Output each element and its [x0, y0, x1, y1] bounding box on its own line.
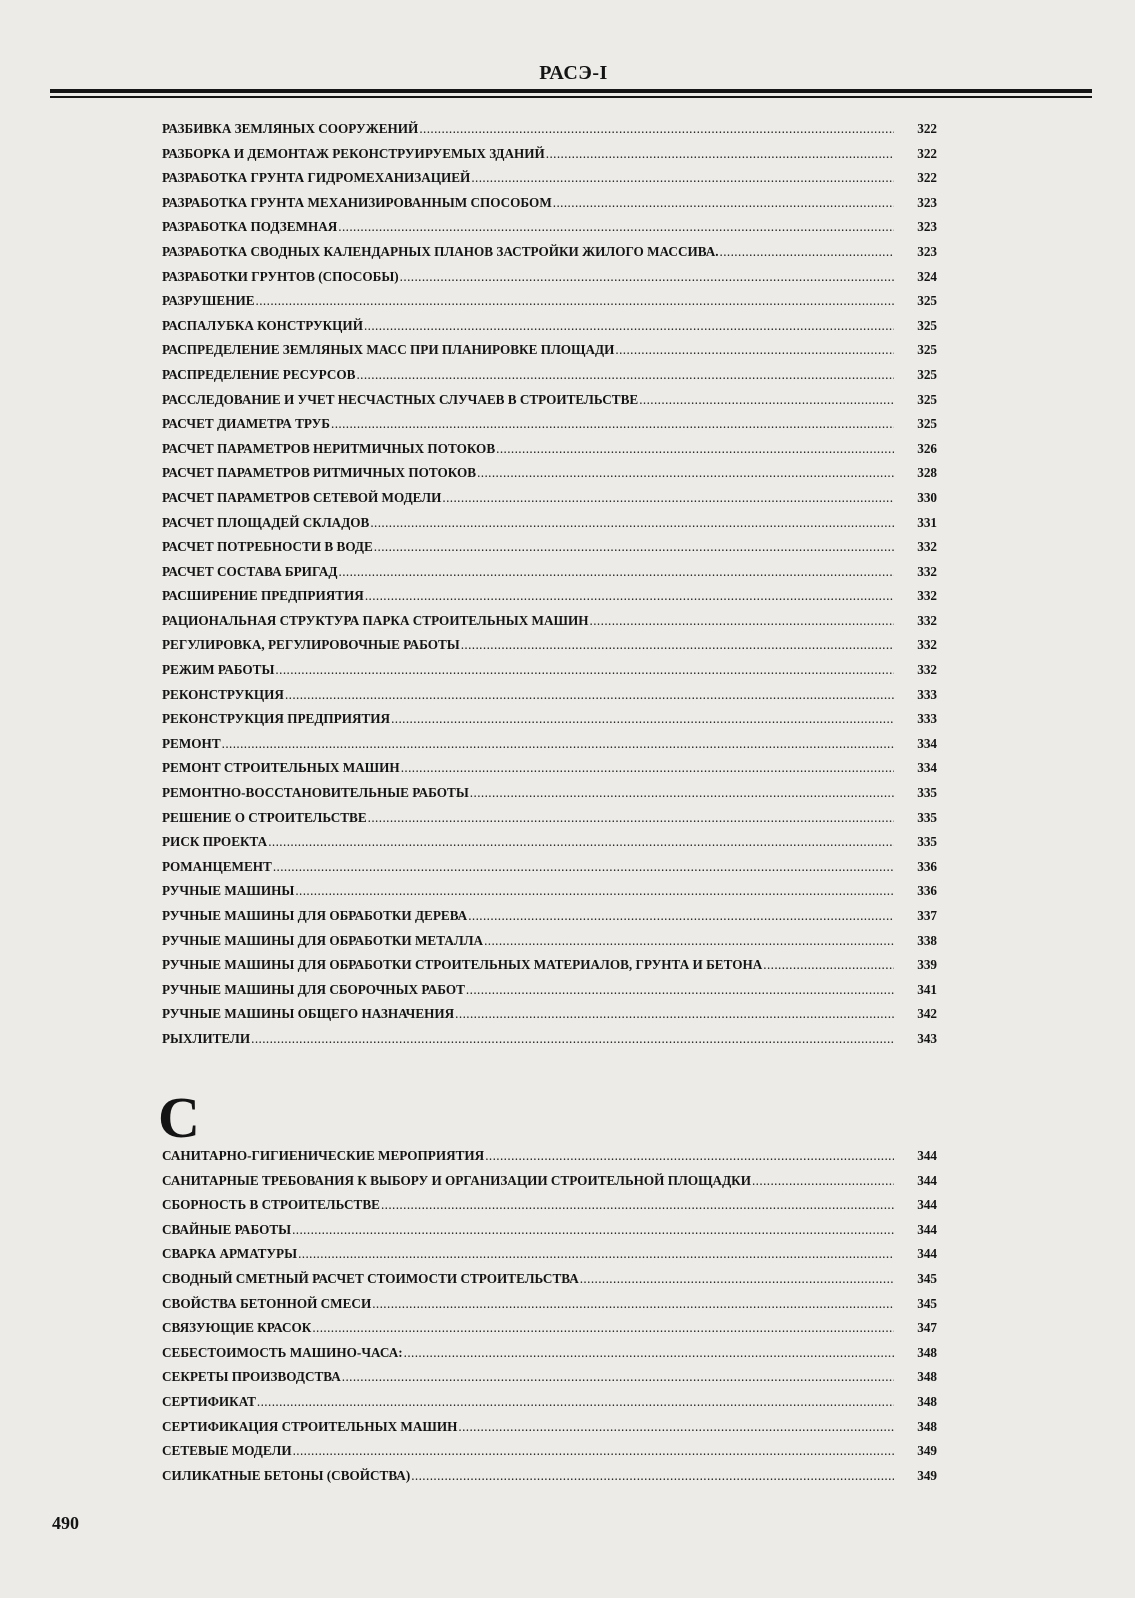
index-entry-term: СВАРКА АРМАТУРЫ — [162, 1246, 298, 1262]
index-entry — [162, 515, 937, 540]
index-entry-page: 323 — [917, 243, 937, 259]
index-entry — [162, 367, 937, 392]
index-entry-term: РАЗБОРКА И ДЕМОНТАЖ РЕКОНСТРУИРУЕМЫХ ЗДАНИЙ — [162, 145, 545, 161]
index-entry-page: 332 — [917, 612, 937, 628]
dot-leader — [292, 1222, 894, 1238]
index-entry-term: СВЯЗУЮЩИЕ КРАСОК — [162, 1320, 312, 1336]
dot-leader — [419, 121, 894, 137]
index-entry — [162, 1197, 937, 1222]
dot-leader — [458, 1419, 894, 1435]
index-entry-term: РАСПРЕДЕЛЕНИЕ РЕСУРСОВ — [162, 366, 356, 382]
index-entry-page: 328 — [917, 465, 937, 481]
index-entry-page: 333 — [917, 686, 937, 702]
index-entry — [162, 662, 937, 687]
dot-leader — [256, 293, 894, 309]
index-entry-page: 323 — [917, 219, 937, 235]
index-entry — [162, 1296, 937, 1321]
dot-leader — [466, 982, 894, 998]
index-entry-term: РАЗРАБОТКИ ГРУНТОВ (СПОСОБЫ) — [162, 268, 399, 284]
index-entry — [162, 342, 937, 367]
index-entry — [162, 195, 937, 220]
index-entry-page: 335 — [917, 809, 937, 825]
dot-leader — [477, 465, 894, 481]
index-section-s — [162, 1148, 937, 1492]
index-entry — [162, 859, 937, 884]
index-entry — [162, 1246, 937, 1271]
dot-leader — [461, 637, 894, 653]
index-entry — [162, 834, 937, 859]
index-entry-term: РЫХЛИТЕЛИ — [162, 1030, 251, 1046]
index-entry-page: 349 — [917, 1467, 937, 1483]
dot-leader — [455, 1006, 894, 1022]
index-entry — [162, 933, 937, 958]
dot-leader — [342, 1369, 894, 1385]
index-entry-page: 344 — [917, 1197, 937, 1213]
dot-leader — [368, 810, 894, 826]
index-entry-term: РАСШИРЕНИЕ ПРЕДПРИЯТИЯ — [162, 588, 364, 604]
index-entry-page: 344 — [917, 1221, 937, 1237]
dot-leader — [298, 1246, 894, 1262]
index-entry — [162, 810, 937, 835]
dot-leader — [381, 1197, 894, 1213]
index-entry-term: РУЧНЫЕ МАШИНЫ ОБЩЕГО НАЗНАЧЕНИЯ — [162, 1006, 455, 1022]
index-entry-page: 322 — [917, 145, 937, 161]
index-entry-term: РУЧНЫЕ МАШИНЫ ДЛЯ ОБРАБОТКИ МЕТАЛЛА — [162, 932, 484, 948]
index-entry-page: 334 — [917, 735, 937, 751]
index-entry-term: РАСЧЕТ СОСТАВА БРИГАД — [162, 563, 338, 579]
index-entry-page: 326 — [917, 440, 937, 456]
index-entry — [162, 1271, 937, 1296]
index-entry-page: 339 — [917, 957, 937, 973]
index-entry — [162, 293, 937, 318]
dot-leader — [763, 957, 894, 973]
dot-leader — [400, 269, 894, 285]
index-entry-term: РОМАНЦЕМЕНТ — [162, 858, 272, 874]
index-entry — [162, 687, 937, 712]
dot-leader — [720, 244, 894, 260]
index-entry — [162, 1031, 937, 1056]
index-entry-page: 325 — [917, 416, 937, 432]
dot-leader — [401, 760, 894, 776]
index-entry-page: 348 — [917, 1393, 937, 1409]
header-title: РАСЭ-I — [539, 62, 608, 84]
index-entry-term: РАЗРАБОТКА ГРУНТА МЕХАНИЗИРОВАННЫМ СПОСОБОМ — [162, 194, 552, 210]
index-entry-page: 348 — [917, 1344, 937, 1360]
index-entry — [162, 1320, 937, 1345]
dot-leader — [391, 711, 894, 727]
index-entry-term: РЕКОНСТРУКЦИЯ ПРЕДПРИЯТИЯ — [162, 711, 391, 727]
index-entry-term: РЕМОНТ — [162, 735, 221, 751]
index-entry-page: 335 — [917, 785, 937, 801]
index-entry-page: 325 — [917, 391, 937, 407]
dot-leader — [365, 588, 894, 604]
index-entry-term: РАСПАЛУБКА КОНСТРУКЦИЙ — [162, 317, 363, 333]
dot-leader — [442, 490, 894, 506]
index-entry — [162, 441, 937, 466]
index-entry-page: 345 — [917, 1270, 937, 1286]
dot-leader — [496, 441, 894, 457]
index-entry-term: РАЗРУШЕНИЕ — [162, 293, 255, 309]
index-entry-term: СВАЙНЫЕ РАБОТЫ — [162, 1221, 292, 1237]
dot-leader — [364, 318, 894, 334]
index-entry-page: 332 — [917, 637, 937, 653]
index-entry-term: РЕЖИМ РАБОТЫ — [162, 662, 275, 678]
index-entry-term: РАСЧЕТ ДИАМЕТРА ТРУБ — [162, 416, 330, 432]
index-entry-page: 337 — [917, 908, 937, 923]
index-entry — [162, 465, 937, 490]
index-entry-page: 323 — [917, 194, 937, 210]
index-entry-term: СЕБЕСТОИМОСТЬ МАШИНО-ЧАСА: — [162, 1344, 403, 1360]
index-entry-term: РЕМОНТ СТРОИТЕЛЬНЫХ МАШИН — [162, 760, 400, 776]
index-entry-term: СВОЙСТВА БЕТОННОЙ СМЕСИ — [162, 1295, 372, 1311]
dot-leader — [268, 834, 894, 850]
dot-leader — [372, 1296, 894, 1312]
index-entry-term: САНИТАРНЫЕ ТРЕБОВАНИЯ К ВЫБОРУ И ОРГАНИЗАЦИИ СТРОИТЕЛЬНОЙ ПЛОЩАДКИ — [162, 1172, 751, 1188]
dot-leader — [553, 195, 894, 211]
index-entry-page: 322 — [917, 121, 937, 136]
index-entry-term: РАСЧЕТ ПАРАМЕТРОВ СЕТЕВОЙ МОДЕЛИ — [162, 489, 442, 505]
index-entry-term: РАЦИОНАЛЬНАЯ СТРУКТУРА ПАРКА СТРОИТЕЛЬНЫХ МАШИН — [162, 612, 589, 628]
index-entry-term: СЕТЕВЫЕ МОДЕЛИ — [162, 1443, 292, 1459]
index-entry-term: СВОДНЫЙ СМЕТНЫЙ РАСЧЕТ СТОИМОСТИ СТРОИТЕЛЬСТВА — [162, 1270, 579, 1286]
dot-leader — [370, 515, 894, 531]
dot-leader — [471, 170, 894, 186]
index-entry-page: 335 — [917, 834, 937, 850]
index-entry-term: СЕКРЕТЫ ПРОИЗВОДСТВА — [162, 1369, 341, 1385]
index-entry-term: РАСЧЕТ ПАРАМЕТРОВ РИТМИЧНЫХ ПОТОКОВ — [162, 465, 477, 481]
index-entry-term: РУЧНЫЕ МАШИНЫ ДЛЯ ОБРАБОТКИ СТРОИТЕЛЬНЫХ МАТЕРИАЛОВ, ГРУНТА И БЕТОНА — [162, 957, 763, 973]
index-entry — [162, 244, 937, 269]
index-entry-term: СБОРНОСТЬ В СТРОИТЕЛЬСТВЕ — [162, 1197, 380, 1213]
index-entry-term: РАЗРАБОТКА ПОДЗЕМНАЯ — [162, 219, 338, 235]
index-entry-term: СЕРТИФИКАЦИЯ СТРОИТЕЛЬНЫХ МАШИН — [162, 1418, 458, 1434]
dot-leader — [285, 687, 894, 703]
index-entry-page: 341 — [917, 981, 937, 997]
index-entry-term: РУЧНЫЕ МАШИНЫ — [162, 883, 295, 899]
index-entry-page: 344 — [917, 1148, 937, 1163]
index-entry — [162, 908, 937, 933]
dot-leader — [468, 908, 894, 924]
dot-leader — [338, 219, 894, 235]
dot-leader — [257, 1394, 894, 1410]
index-entry — [162, 711, 937, 736]
index-entry — [162, 219, 937, 244]
index-entry — [162, 1369, 937, 1394]
index-entry — [162, 318, 937, 343]
index-entry — [162, 564, 937, 589]
index-entry — [162, 613, 937, 638]
index-entry — [162, 539, 937, 564]
index-entry-page: 348 — [917, 1369, 937, 1385]
index-entry-page: 344 — [917, 1172, 937, 1188]
index-entry-term: РЕГУЛИРОВКА, РЕГУЛИРОВОЧНЫЕ РАБОТЫ — [162, 637, 460, 653]
index-entry — [162, 957, 937, 982]
index-entry-page: 325 — [917, 342, 937, 358]
section-letter-heading: С — [158, 1085, 200, 1150]
index-entry-term: РАСЧЕТ ПАРАМЕТРОВ НЕРИТМИЧНЫХ ПОТОКОВ — [162, 440, 496, 456]
index-entry — [162, 1394, 937, 1419]
index-entry-page: 347 — [917, 1320, 937, 1336]
index-entry-page: 345 — [917, 1295, 937, 1311]
index-entry-page: 332 — [917, 588, 937, 604]
index-entry-page: 334 — [917, 760, 937, 776]
header-rule-thin — [50, 96, 1092, 98]
index-entry-term: РУЧНЫЕ МАШИНЫ ДЛЯ ОБРАБОТКИ ДЕРЕВА — [162, 908, 468, 923]
index-entry-term: САНИТАРНО-ГИГИЕНИЧЕСКИЕ МЕРОПРИЯТИЯ — [162, 1148, 485, 1163]
index-entry-page: 333 — [917, 711, 937, 727]
dot-leader — [331, 416, 894, 432]
index-entry-page: 324 — [917, 268, 937, 284]
index-entry-page: 349 — [917, 1443, 937, 1459]
index-entry — [162, 121, 937, 146]
index-entry-term: СИЛИКАТНЫЕ БЕТОНЫ (СВОЙСТВА) — [162, 1467, 411, 1483]
dot-leader — [339, 564, 895, 580]
index-entry — [162, 1419, 937, 1444]
dot-leader — [273, 859, 894, 875]
index-entry — [162, 1468, 937, 1493]
index-entry-page: 332 — [917, 662, 937, 678]
dot-leader — [374, 539, 894, 555]
index-entry-term: РЕШЕНИЕ О СТРОИТЕЛЬСТВЕ — [162, 809, 367, 825]
dot-leader — [293, 1443, 894, 1459]
index-entry-term: РУЧНЫЕ МАШИНЫ ДЛЯ СБОРОЧНЫХ РАБОТ — [162, 981, 465, 997]
index-entry-page: 336 — [917, 858, 937, 874]
index-entry-term: РАСПРЕДЕЛЕНИЕ ЗЕМЛЯНЫХ МАСС ПРИ ПЛАНИРОВКЕ ПЛОЩАДИ — [162, 342, 615, 358]
index-entry — [162, 1148, 937, 1173]
dot-leader — [485, 1148, 894, 1164]
index-entry-page: 343 — [917, 1030, 937, 1046]
header-rule-thick — [50, 89, 1092, 93]
page-number: 490 — [52, 1513, 79, 1533]
index-entry-term: РАСЧЕТ ПЛОЩАДЕЙ СКЛАДОВ — [162, 514, 370, 530]
dot-leader — [580, 1271, 894, 1287]
index-entry-term: РАССЛЕДОВАНИЕ И УЧЕТ НЕСЧАСТНЫХ СЛУЧАЕВ В СТРОИТЕЛЬСТВЕ — [162, 391, 639, 407]
dot-leader — [275, 662, 894, 678]
index-entry-page: 332 — [917, 563, 937, 579]
index-entry-term: РАЗБИВКА ЗЕМЛЯНЫХ СООРУЖЕНИЙ — [162, 121, 419, 136]
index-entry — [162, 1443, 937, 1468]
index-entry — [162, 982, 937, 1007]
dot-leader — [615, 342, 894, 358]
index-entry — [162, 637, 937, 662]
index-entry-page: 322 — [917, 170, 937, 186]
index-entry — [162, 392, 937, 417]
index-entry-term: РЕМОНТНО-ВОССТАНОВИТЕЛЬНЫЕ РАБОТЫ — [162, 785, 469, 801]
index-entry — [162, 1222, 937, 1247]
dot-leader — [484, 933, 894, 949]
dot-leader — [470, 785, 894, 801]
dot-leader — [312, 1320, 894, 1336]
dot-leader — [251, 1031, 894, 1047]
index-entry — [162, 170, 937, 195]
index-entry — [162, 1173, 937, 1198]
index-entry — [162, 1345, 937, 1370]
dot-leader — [222, 736, 894, 752]
dot-leader — [411, 1468, 894, 1484]
index-entry — [162, 416, 937, 441]
dot-leader — [590, 613, 894, 629]
index-entry-page: 325 — [917, 293, 937, 309]
index-entry-page: 338 — [917, 932, 937, 948]
index-entry-page: 330 — [917, 489, 937, 505]
index-entry-term: РЕКОНСТРУКЦИЯ — [162, 686, 284, 702]
index-entry — [162, 760, 937, 785]
dot-leader — [404, 1345, 894, 1361]
index-entry-page: 325 — [917, 366, 937, 382]
dot-leader — [639, 392, 894, 408]
index-entry-term: СЕРТИФИКАТ — [162, 1393, 256, 1409]
dot-leader — [356, 367, 894, 383]
index-entry-page: 336 — [917, 883, 937, 899]
index-entry-term: РАСЧЕТ ПОТРЕБНОСТИ В ВОДЕ — [162, 539, 373, 555]
index-entry-term: РАЗРАБОТКА СВОДНЫХ КАЛЕНДАРНЫХ ПЛАНОВ ЗАСТРОЙКИ ЖИЛОГО МАССИВА. — [162, 243, 719, 259]
index-section-r — [162, 121, 937, 1056]
index-entry-page: 332 — [917, 539, 937, 555]
index-entry — [162, 785, 937, 810]
index-entry-term: РИСК ПРОЕКТА — [162, 834, 268, 850]
index-entry-page: 348 — [917, 1418, 937, 1434]
index-entry — [162, 490, 937, 515]
dot-leader — [752, 1173, 894, 1189]
index-entry — [162, 588, 937, 613]
index-entry-page: 325 — [917, 317, 937, 333]
index-entry-page: 331 — [917, 514, 937, 530]
index-entry-page: 342 — [917, 1006, 937, 1022]
index-entry — [162, 269, 937, 294]
index-entry-term: РАЗРАБОТКА ГРУНТА ГИДРОМЕХАНИЗАЦИЕЙ — [162, 170, 471, 186]
index-entry — [162, 146, 937, 171]
dot-leader — [546, 146, 894, 162]
index-entry-page: 344 — [917, 1246, 937, 1262]
dot-leader — [295, 883, 894, 899]
index-entry — [162, 1006, 937, 1031]
index-entry — [162, 736, 937, 761]
index-entry — [162, 883, 937, 908]
